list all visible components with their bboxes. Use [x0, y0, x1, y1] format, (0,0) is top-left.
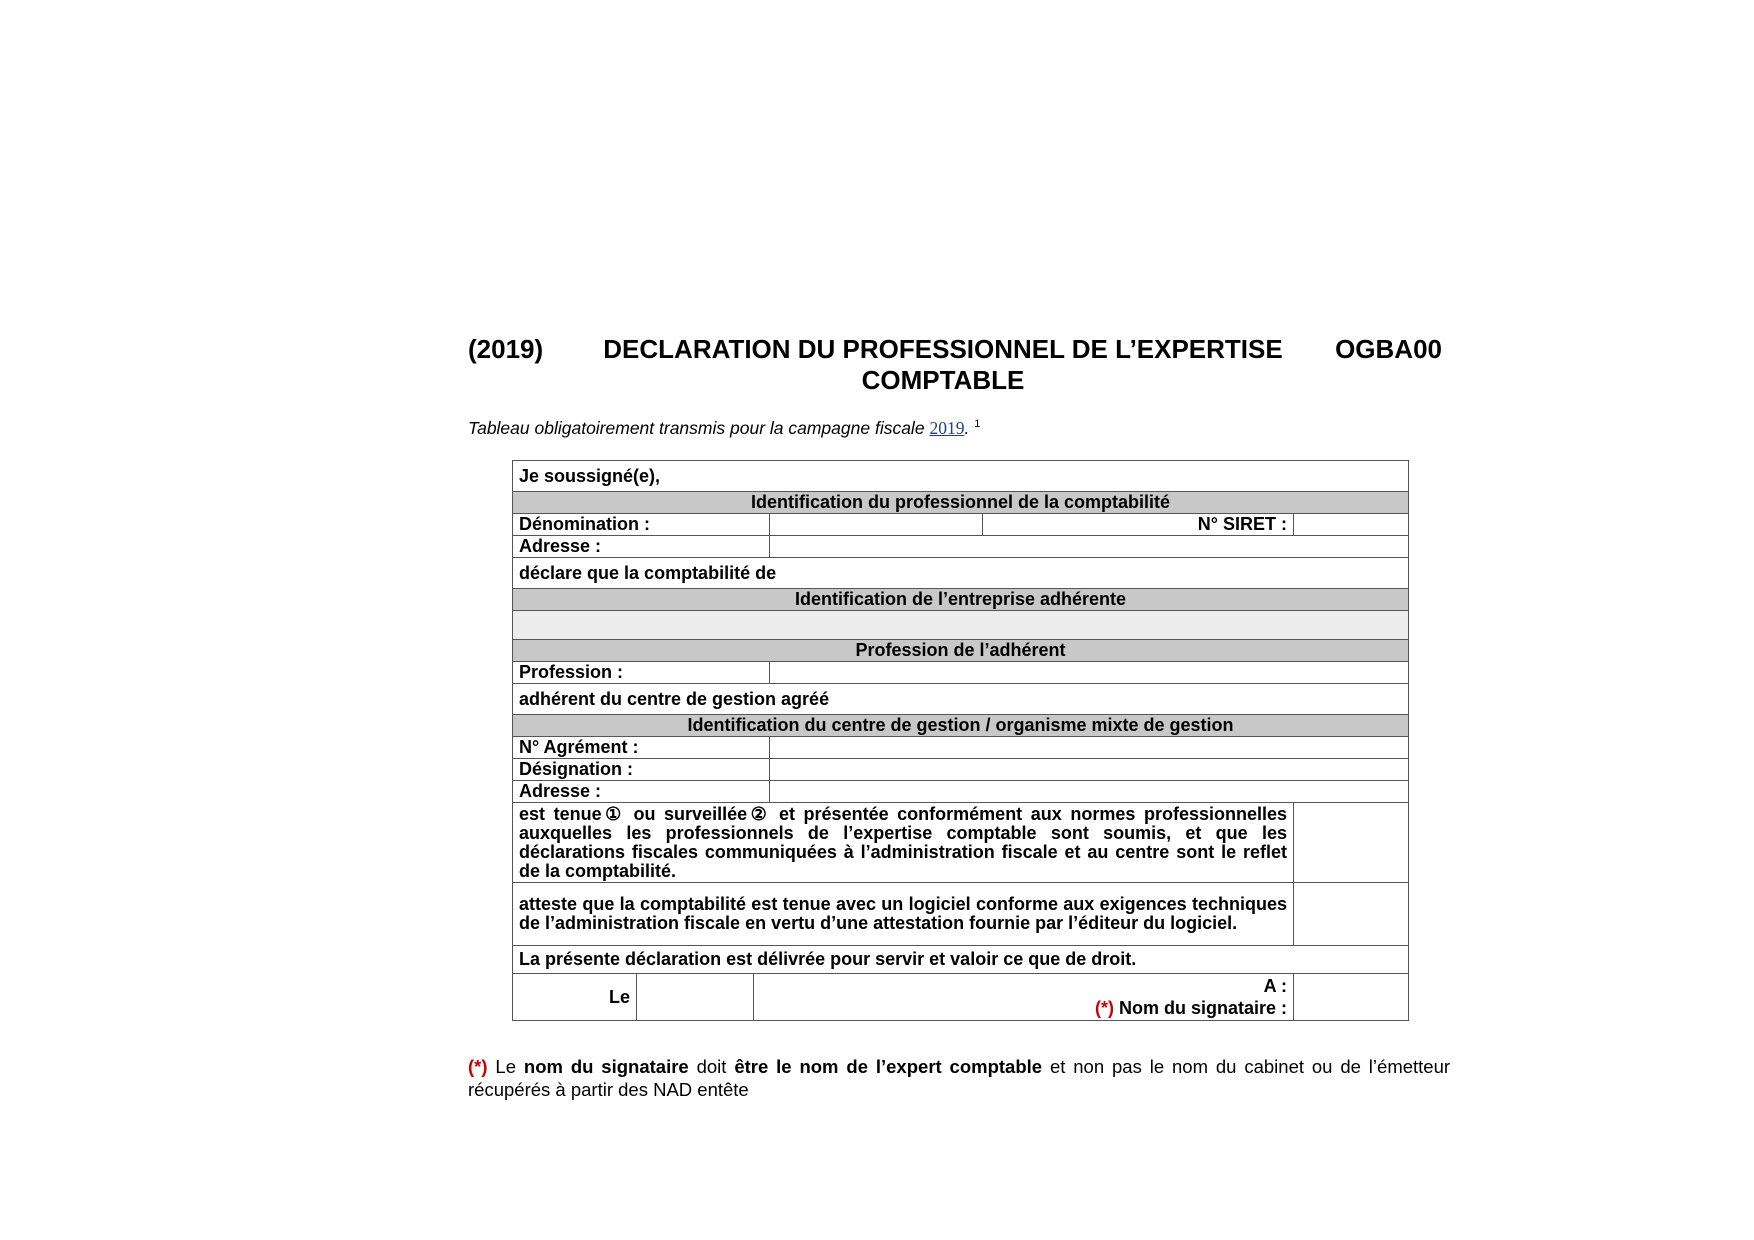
footnote: [468, 1055, 1450, 1101]
section-entreprise-title: Identification de l’entreprise adhérente: [513, 589, 1409, 611]
logiciel-row: [513, 883, 1409, 946]
agrement-row: [513, 737, 1409, 759]
adresse-row: [513, 536, 1409, 558]
profession-field[interactable]: [770, 662, 1409, 684]
footnote-bold-1: nom du signataire: [523, 1056, 689, 1077]
agrement-field[interactable]: [770, 737, 1409, 759]
denomination-field[interactable]: [770, 514, 983, 536]
declaration-form-table: [512, 460, 1409, 1021]
footnote-text-3: et non pas le nom du cabinet ou de l’émetteur récupérés à partir des NAD entête: [468, 1056, 1451, 1100]
profession-label: Profession :: [513, 662, 770, 684]
header-year: (2019): [468, 334, 544, 364]
footnote-bold-2: être le nom de l’expert comptable: [734, 1056, 1043, 1077]
adresse-centre-label: Adresse :: [513, 781, 770, 803]
signature-row: [513, 974, 1409, 1021]
signataire-label-line: [760, 997, 1287, 1019]
section-centre: [513, 715, 1409, 737]
section-professionnel-title: Identification du professionnel de la comptabilité: [513, 492, 1409, 514]
document-header: [468, 330, 1448, 400]
signataire-label: Nom du signataire :: [1118, 998, 1287, 1018]
siret-label: N° SIRET :: [983, 514, 1294, 536]
adherent-row: [513, 684, 1409, 715]
declare-row: [513, 558, 1409, 589]
document-title: [598, 334, 1288, 396]
section-profession: [513, 640, 1409, 662]
declare-text: déclare que la comptabilité de: [513, 558, 1409, 589]
logiciel-text: atteste que la comptabilité est tenue avec un logiciel conforme aux exigences techniques de l’administration fiscale en vertu d’une attestation fournie par l’éditeur du logiciel.: [513, 883, 1294, 946]
form-code: OGBA00: [1335, 334, 1442, 364]
valoir-text: La présente déclaration est délivrée pour servir et valoir ce que de droit.: [513, 946, 1409, 974]
footnote-asterisk: (*): [468, 1056, 488, 1077]
le-label: Le: [513, 974, 637, 1021]
date-field[interactable]: [637, 974, 754, 1021]
logiciel-check-field[interactable]: [1294, 883, 1409, 946]
adherent-text: adhérent du centre de gestion agréé: [513, 684, 1409, 715]
footnote-mark: 1: [974, 418, 981, 431]
entreprise-field[interactable]: [513, 611, 1409, 640]
valoir-row: [513, 946, 1409, 974]
signataire-field[interactable]: [1294, 974, 1409, 1021]
signataire-asterisk: (*): [1094, 998, 1114, 1018]
section-entreprise: [513, 589, 1409, 611]
adresse-field[interactable]: [770, 536, 1409, 558]
profession-row: [513, 662, 1409, 684]
subtitle-year: 2019: [929, 418, 965, 438]
tenue-check-field[interactable]: [1294, 803, 1409, 883]
adresse-centre-field[interactable]: [770, 781, 1409, 803]
a-label: A :: [1263, 976, 1287, 996]
section-professionnel: [513, 492, 1409, 514]
intro-row: [513, 461, 1409, 492]
agrement-label: N° Agrément :: [513, 737, 770, 759]
adresse-centre-row: [513, 781, 1409, 803]
section-centre-title: Identification du centre de gestion / organisme mixte de gestion: [513, 715, 1409, 737]
designation-row: [513, 759, 1409, 781]
adresse-label: Adresse :: [513, 536, 770, 558]
subtitle-text: Tableau obligatoirement transmis pour la campagne fiscale: [468, 418, 925, 438]
title-line-2: COMPTABLE: [861, 365, 1025, 395]
denomination-row: [513, 514, 1409, 536]
tenue-text: est tenue① ou surveillée② et présentée conformément aux normes professionnelles auxquelles les professionnels de l’expertise comptable sont soumis, et que les déclarations fiscales communiquées à l’administration fiscale et au centre sont le reflet de la comptabilité.: [513, 803, 1294, 883]
tenue-row: [513, 803, 1409, 883]
designation-label: Désignation :: [513, 759, 770, 781]
siret-field[interactable]: [1294, 514, 1409, 536]
footnote-text-1: Le: [487, 1056, 524, 1077]
entreprise-row: [513, 611, 1409, 640]
intro-text: Je soussigné(e),: [513, 461, 1409, 492]
section-profession-title: Profession de l’adhérent: [513, 640, 1409, 662]
denomination-label: Dénomination :: [513, 514, 770, 536]
subtitle: [468, 418, 980, 439]
signataire-labels: [754, 974, 1294, 1021]
footnote-text-2: doit: [688, 1056, 735, 1077]
subtitle-dot: .: [964, 418, 970, 438]
designation-field[interactable]: [770, 759, 1409, 781]
title-line-1: DECLARATION DU PROFESSIONNEL DE L’EXPERTISE: [603, 334, 1283, 364]
